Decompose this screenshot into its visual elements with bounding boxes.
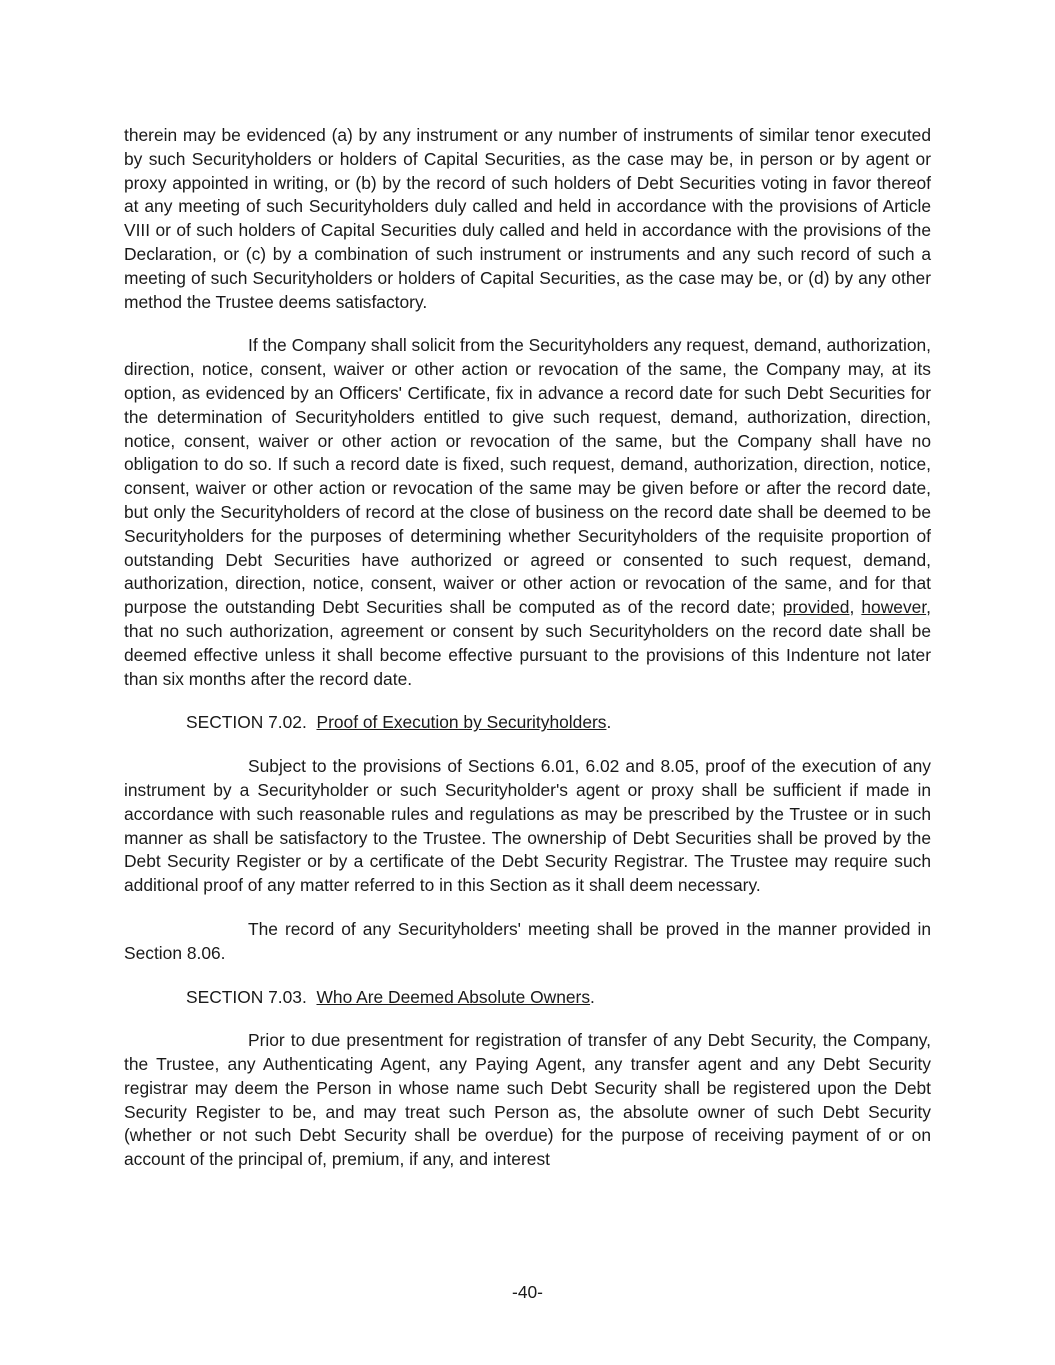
- section-7-03-period: .: [590, 986, 595, 1007]
- section-7-02-heading: [124, 711, 931, 735]
- paragraph-evidence-methods: therein may be evidenced (a) by any instrument or any number of instruments of similar tenor executed by such Securityholders or holders of Capital Securities, as the case may be, in person or by agent or proxy appointed in writing, or (b) by the record of such holders of Debt Securities voting in favor thereof at any meeting of such Securityholders duly called and held in accordance with the provisions of Article VIII or of such holders of Capital Securities duly called and held in accordance with the provisions of the Declaration, or (c) by a combination of such instrument or instruments and any such record of such a meeting of such Securityholders or holders of Capital Securities, as the case may be, or (d) by any other method the Trustee deems satisfactory.: [124, 125, 931, 312]
- paragraph-proof-of-execution: Subject to the provisions of Sections 6.01, 6.02 and 8.05, proof of the execution of any instrument by a Securityholder or such Securityholder's agent or proxy shall be sufficient if made in accordance with such reasonable rules and regulations as may be prescribed by the Trustee or in such manner as shall be satisfactory to the Trustee. The ownership of Debt Securities shall be proved by the Debt Security Register or by a certificate of the Debt Security Registrar. The Trustee may require such additional proof of any matter referred to in this Section as it shall deem necessary.: [124, 756, 931, 896]
- section-7-02-title: Proof of Execution by Securityholders: [316, 712, 607, 733]
- provided-term: provided: [782, 597, 850, 618]
- page-number: -40-: [512, 1282, 543, 1302]
- section-7-03-number: SECTION 7.03.: [186, 986, 307, 1007]
- section-7-02-number: SECTION 7.02.: [186, 712, 307, 733]
- section-7-02-period: .: [606, 712, 612, 733]
- paragraph-absolute-owners: Prior to due presentment for registration of transfer of any Debt Security, the Company, the Trustee, any Authenticating Agent, any Paying Agent, any transfer agent and any Debt Security registrar may deem the Person in whose name such Debt Security shall be registered upon the Debt Security Register to be, and may treat such Person as, the absolute owner of such Debt Security (whether or not such Debt Security shall be overdue) for the purpose of receiving payment of or on account of the principal of, premium, if any, and interest: [124, 1030, 931, 1170]
- record-date-text-b: , that no such authorization, agreement or consent by such Securityholders on the record date shall be deemed effective unless it shall become effective pursuant to the provisions of this Indenture not later than six months after the record date.: [124, 597, 931, 689]
- paragraph-meeting-record: The record of any Securityholders' meeting shall be proved in the manner provided in Section 8.06.: [124, 918, 931, 963]
- document-page: [124, 124, 931, 1192]
- record-date-text-a: If the Company shall solicit from the Securityholders any request, demand, authorization, direction, notice, consent, waiver or other action or revocation of the same, the Company may, at its option, as evidenced by an Officers' Certificate, fix in advance a record date for such Debt Securities for the determination of Securityholders entitled to give such request, demand, authorization, direction, notice, consent, waiver or other action or revocation of the same, but the Company shall have no obligation to do so. If such a record date is fixed, such request, demand, authorization, direction, notice, consent, waiver or other action or revocation of the same may be given before or after the record date, but only the Securityholders of record at the close of business on the record date shall be deemed to be Securityholders for the purposes of determining whether Securityholders of the requisite proportion of outstanding Debt Securities have authorized or agreed or consented to such request, demand, authorization, direction, notice, consent, waiver or other action or revocation of the same, and for that purpose the outstanding Debt Securities shall be computed as of the record date;: [124, 335, 931, 618]
- section-7-03-title: Who Are Deemed Absolute Owners: [316, 986, 591, 1007]
- section-7-03-heading: [124, 986, 931, 1010]
- term-separator: ,: [849, 597, 862, 618]
- paragraph-record-date: [124, 334, 931, 691]
- however-term: however: [861, 597, 927, 618]
